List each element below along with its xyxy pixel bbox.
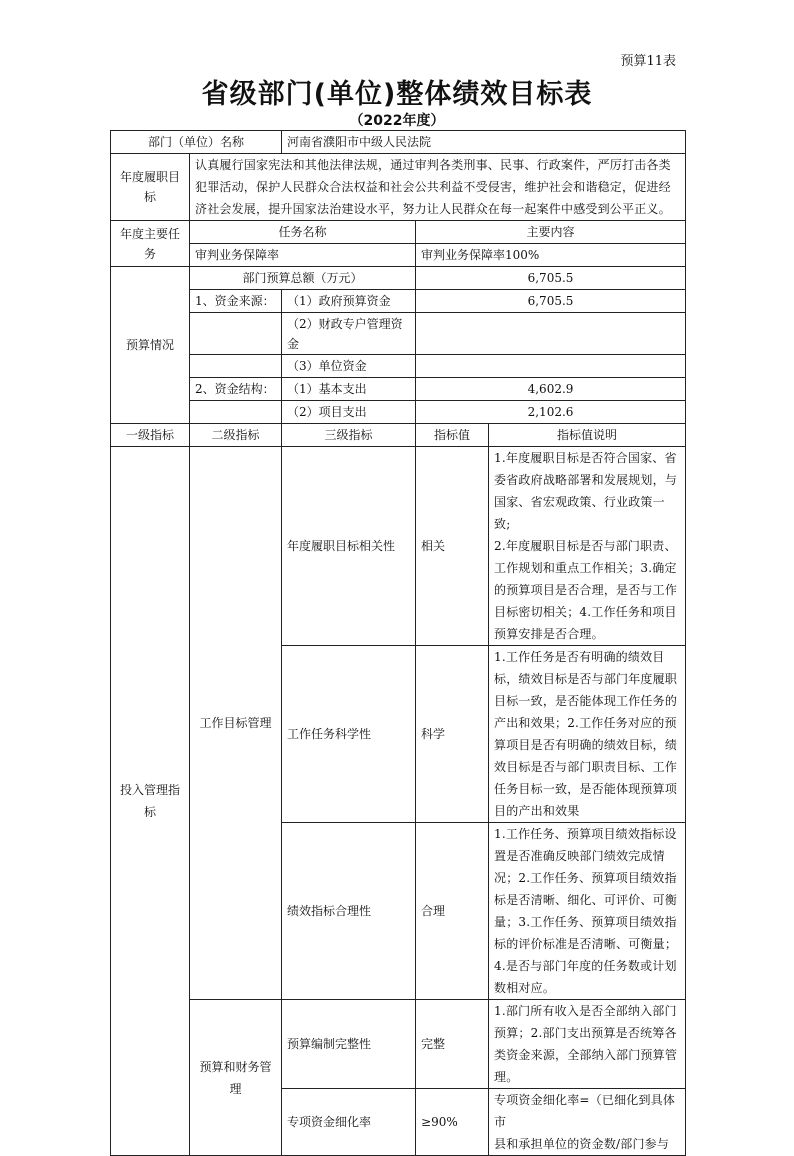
r4-value: 完整 [416,1000,489,1089]
goal-label: 年度履职目标 [111,154,190,221]
r3-desc: 1.工作任务、预算项目绩效指标设 置是否准确反映部门绩效完成情 况；2.工作任务、预算项目绩效指 标是否清晰、细化、可评价、可衡 量；3.工作任务、预算项目绩效指 标的评价标准是否清晰、可衡量； 4.是否与部门年度的任务数或计划 数相对应。 [489,823,686,1000]
source2-value [416,313,686,355]
tasks-col-content: 主要内容 [416,221,686,244]
r4-desc: 1.部门所有收入是否全部纳入部门 预算；2.部门支出预算是否统筹各 类资金来源，全部纳入部门预算管 理。 [489,1000,686,1089]
ind-head-value: 指标值 [416,424,489,447]
structure-blank [190,401,282,424]
dept-value: 河南省濮阳市中级人民法院 [282,131,686,154]
task-content: 审判业务保障率100% [416,244,686,267]
r1-desc: 1.年度履职目标是否符合国家、省 委省政府战略部署和发展规划，与 国家、省宏观政策、行业政策一致; 2.年度履职目标是否与部门职责、 工作规划和重点工作相关；3.确定 的预算项目是否合理，是否与工作 目标密切相关；4.工作任务和项目 预算安排是否合理。 [489,447,686,646]
ind-head-level2: 二级指标 [190,424,282,447]
source-blank [190,313,282,355]
structure-label: 2、资金结构： [190,378,282,401]
ind-head-desc: 指标值说明 [489,424,686,447]
r3-value: 合理 [416,823,489,1000]
r5-name: 专项资金细化率 [282,1089,416,1156]
r5-value: ≥90% [416,1089,489,1156]
r1-name: 年度履职目标相关性 [282,447,416,646]
task-name: 审判业务保障率 [190,244,416,267]
structure2-value: 2,102.6 [416,401,686,424]
r3-name: 绩效指标合理性 [282,823,416,1000]
source2-label: （2）财政专户管理资金 [282,313,416,355]
budget-total-value: 6,705.5 [416,267,686,290]
r2-value: 科学 [416,646,489,823]
source1-label: （1）政府预算资金 [282,290,416,313]
level2-budget-finance: 预算和财务管理 [190,1000,282,1156]
structure1-label: （1）基本支出 [282,378,416,401]
r2-name: 工作任务科学性 [282,646,416,823]
source-blank [190,355,282,378]
r2-desc: 1.工作任务是否有明确的绩效目 标，绩效目标是否与部门年度履职 目标一致，是否能体现工作任务的 产出和效果；2.工作任务对应的预 算项目是否有明确的绩效目标，绩 效目标是否与部门职责目标、工作 任务目标一致，是否能体现预算项 目的产出和效果 [489,646,686,823]
source3-value [416,355,686,378]
level2-work-goal: 工作目标管理 [190,447,282,1000]
r1-value: 相关 [416,447,489,646]
level1-indicator: 投入管理指标 [111,447,190,1156]
tasks-label: 年度主要任务 [111,221,190,267]
performance-target-table [110,130,686,1156]
ind-head-level3: 三级指标 [282,424,416,447]
goal-text: 认真履行国家宪法和其他法律法规，通过审判各类刑事、民事、行政案件，严厉打击各类犯罪活动，保护人民群众合法权益和社会公共利益不受侵害，维护社会和谐稳定，促进经济社会发展，提升国家法治建设水平，努力让人民群众在每一起案件中感受到公平正义。 [190,154,686,221]
source-label: 1、资金来源： [190,290,282,313]
structure2-label: （2）项目支出 [282,401,416,424]
year-label: （2022年度） [349,113,445,129]
page-title: 省级部门(单位)整体绩效目标表 [201,79,593,110]
structure1-value: 4,602.9 [416,378,686,401]
budget-label: 预算情况 [111,267,190,424]
r4-name: 预算编制完整性 [282,1000,416,1089]
budget-total-label: 部门预算总额（万元） [190,267,416,290]
r5-desc: 专项资金细化率=（已细化到具体市 县和承担单位的资金数/部门参与 [489,1089,686,1156]
source1-value: 6,705.5 [416,290,686,313]
dept-label: 部门（单位）名称 [111,131,282,154]
source3-label: （3）单位资金 [282,355,416,378]
form-number: 预算11表 [620,54,676,69]
tasks-col-name: 任务名称 [190,221,416,244]
ind-head-level1: 一级指标 [111,424,190,447]
